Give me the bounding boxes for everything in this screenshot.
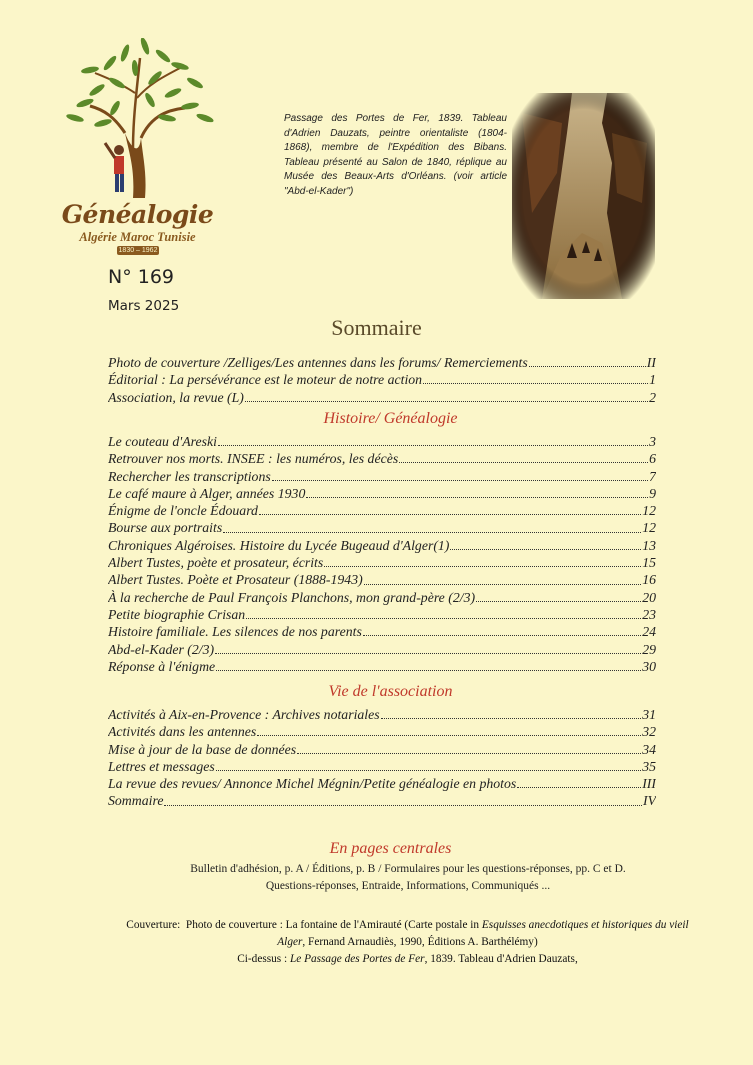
ci-dessus-note [115, 951, 700, 968]
toc-entry[interactable] [108, 658, 656, 675]
toc-entry-title: Abd-el-Kader (2/3) [108, 641, 215, 657]
sommaire-title: Sommaire [331, 315, 422, 340]
cover-text-2: , Fernand Arnaudiès, 1990, Éditions A. Barthélémy) [302, 935, 538, 948]
toc-entry-page: 6 [649, 451, 656, 467]
toc-entry-title: Mise à jour de la base de données [108, 741, 297, 757]
toc-leader-dots [363, 635, 641, 636]
toc-leader-dots [306, 497, 648, 498]
toc-entry-title: Activités dans les antennes [108, 724, 257, 740]
toc-leader-dots [297, 753, 641, 754]
toc-histoire-list [108, 433, 656, 675]
toc-entry-page: 3 [649, 434, 656, 449]
issue-number: N° 169 [108, 266, 175, 288]
toc-entry-title: Chroniques Algéroises. Histoire du Lycée Bugeaud d'Alger(1) [108, 537, 450, 553]
toc-entry[interactable] [108, 537, 656, 554]
toc-leader-dots [272, 480, 648, 481]
toc-entry[interactable] [108, 723, 656, 740]
toc-entry-page: 31 [642, 707, 656, 722]
toc-entry-page: 30 [642, 658, 656, 674]
toc-leader-dots [215, 653, 641, 654]
toc-entry-page: 2 [649, 389, 656, 405]
toc-entry-page: 7 [649, 468, 656, 484]
logo-title: Généalogie [61, 200, 214, 229]
toc-entry[interactable] [108, 433, 656, 450]
toc-entry-title: Éditorial : La persévérance est le moteur de notre action [108, 372, 423, 388]
toc-leader-dots [364, 584, 642, 585]
toc-entry-page: IV [642, 793, 656, 809]
toc-entry[interactable] [108, 354, 656, 371]
cover-italic-title: Esquisses anecdotiques et historiques du vieil Alger [277, 919, 689, 948]
toc-leader-dots [529, 366, 646, 367]
toc-entry-title: Rechercher les transcriptions [108, 468, 271, 484]
toc-entry-title: Photo de couverture /Zelliges/Les antennes dans les forums/ Remerciements [108, 355, 528, 370]
toc-entry[interactable] [108, 554, 656, 571]
toc-entry-page: 35 [642, 758, 656, 774]
toc-entry[interactable] [108, 371, 656, 388]
toc-entry-page: II [646, 355, 656, 370]
logo-subtitle: Algérie Maroc Tunisie [79, 230, 196, 244]
ci-dessus-text: , 1839. Tableau d'Adrien Dauzats, [424, 953, 578, 965]
toc-entry-title: Petite biographie Crisan [108, 606, 246, 622]
painting-image [512, 93, 655, 299]
toc-entry-title: À la recherche de Paul François Planchons, mon grand-père (2/3) [108, 589, 476, 605]
toc-entry-title: La revue des revues/ Annonce Michel Mégnin/Petite généalogie en photos [108, 776, 517, 792]
toc-leader-dots [245, 401, 648, 402]
toc-entry[interactable] [108, 519, 656, 536]
toc-entry-page: 32 [642, 724, 656, 740]
toc-entry[interactable] [108, 641, 656, 658]
toc-entry-title: Le couteau d'Areski [108, 434, 217, 449]
toc-entry[interactable] [108, 468, 656, 485]
toc-leader-dots [257, 735, 641, 736]
toc-leader-dots [216, 670, 641, 671]
toc-entry-title: Sommaire [108, 793, 164, 809]
toc-leader-dots [476, 601, 641, 602]
toc-entry-title: Albert Tustes. Poète et Prosateur (1888-1943) [108, 572, 363, 588]
toc-entry[interactable] [108, 485, 656, 502]
toc-association-list [108, 706, 656, 810]
toc-entry-page: 13 [642, 537, 656, 553]
issue-date: Mars 2025 [108, 298, 180, 314]
toc-entry[interactable] [108, 450, 656, 467]
toc-entry[interactable] [108, 706, 656, 723]
section-histoire-title: Histoire/ Généalogie [323, 410, 458, 427]
toc-entry[interactable] [108, 792, 656, 809]
toc-leader-dots [324, 566, 641, 567]
olive-tree-icon [55, 38, 220, 208]
toc-entry[interactable] [108, 775, 656, 792]
centrales-line-1: Bulletin d'adhésion, p. A / Éditions, p. B / Formulaires pour les questions-réponses, pp. C et D. [190, 863, 626, 875]
toc-entry[interactable] [108, 758, 656, 775]
toc-entry[interactable] [108, 741, 656, 758]
toc-entry-page: 34 [642, 741, 656, 757]
toc-entry[interactable] [108, 389, 656, 406]
cover-label: Couverture: [126, 919, 181, 931]
toc-entry-page: 29 [642, 641, 656, 657]
toc-entry-page: 20 [642, 589, 656, 605]
centrales-line-2: Questions-réponses, Entraide, Informations, Communiqués ... [265, 880, 551, 892]
toc-entry-title: Bourse aux portraits [108, 520, 223, 536]
toc-leader-dots [517, 787, 641, 788]
painting-caption: Passage des Portes de Fer, 1839. Tableau d'Adrien Dauzats, peintre orientaliste (1804-1868), membre de l'Expédition des Bibans. Tableau présenté au Salon de 1840, réplique au Musée des Beaux-Arts d'Orléans. (voir article "Abd-el-Kader") [284, 113, 507, 197]
toc-entry-title: Retrouver nos morts. INSEE : les numéros, les décès [108, 451, 399, 467]
toc-top-list [108, 354, 656, 406]
toc-entry-page: 16 [642, 572, 656, 588]
toc-leader-dots [450, 549, 641, 550]
toc-leader-dots [259, 514, 641, 515]
toc-entry[interactable] [108, 571, 656, 588]
association-logo [55, 38, 220, 260]
toc-entry-page: 9 [649, 485, 656, 501]
toc-entry-page: 15 [642, 555, 656, 571]
logo-years: 1830 – 1962 [118, 247, 158, 254]
toc-entry[interactable] [108, 623, 656, 640]
toc-leader-dots [218, 445, 648, 446]
toc-entry-title: Activités à Aix-en-Provence : Archives notariales [108, 707, 380, 722]
ci-dessus-italic: Le Passage des Portes de Fer [289, 953, 425, 965]
toc-leader-dots [399, 462, 648, 463]
toc-entry-title: Histoire familiale. Les silences de nos parents [108, 624, 362, 640]
toc-entry[interactable] [108, 589, 656, 606]
toc-leader-dots [246, 618, 641, 619]
toc-leader-dots [223, 532, 641, 533]
toc-entry-title: Lettres et messages [108, 758, 215, 774]
toc-entry-title: Albert Tustes, poète et prosateur, écrits [108, 555, 324, 571]
toc-leader-dots [381, 718, 642, 719]
toc-entry-page: 23 [642, 606, 656, 622]
toc-entry[interactable] [108, 502, 656, 519]
toc-entry-title: Le café maure à Alger, années 1930 [108, 485, 306, 501]
toc-leader-dots [216, 770, 641, 771]
toc-entry-page: III [642, 776, 656, 792]
cover-text-1: Photo de couverture : La fontaine de l'Amirauté (Carte postale in [185, 919, 480, 931]
toc-entry[interactable] [108, 606, 656, 623]
section-association-title: Vie de l'association [328, 683, 453, 700]
section-centrales-title: En pages centrales [329, 840, 452, 857]
toc-entry-page: 12 [642, 503, 656, 519]
toc-entry-page: 24 [642, 624, 656, 640]
ci-dessus-label: Ci-dessus : [237, 953, 288, 965]
toc-entry-title: Réponse à l'énigme [108, 658, 216, 674]
toc-entry-title: Énigme de l'oncle Édouard [108, 503, 258, 519]
toc-entry-page: 12 [642, 520, 656, 536]
toc-entry-page: 1 [649, 372, 656, 388]
cover-note [115, 917, 700, 950]
toc-leader-dots [164, 805, 642, 806]
toc-entry-title: Association, la revue (L) [108, 389, 244, 405]
toc-leader-dots [423, 383, 648, 384]
